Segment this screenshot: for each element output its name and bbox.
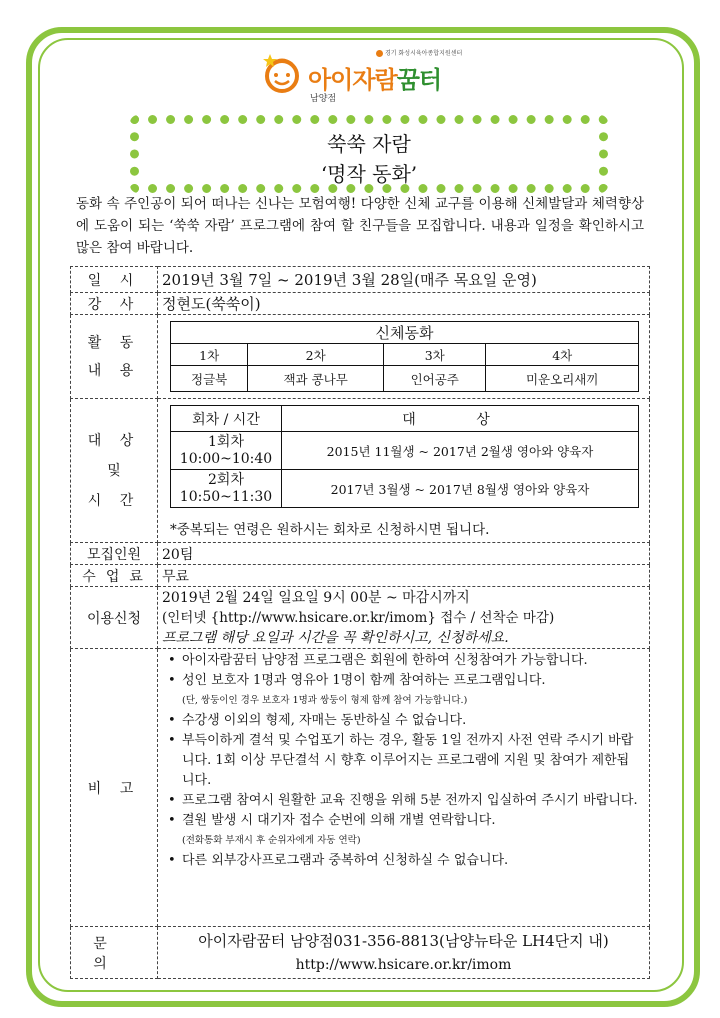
center-name: 경기 화성시육아종합지원센터: [376, 48, 462, 57]
remark-item: • 아이자람꿈터 남양점 프로그램은 회원에 한하여 신청참여가 가능합니다.: [162, 651, 641, 671]
intro-text: 동화 속 주인공이 되어 떠나는 신나는 모험여행! 다양한 신체 교구를 이용해 신체발달과 체력향상에 도움이 되는 ‘쑥쑥 자람’ 프로그램에 참여 할 친구들을 모집합니다. 내용과 일정을 확인하시고 많은 참여 바랍니다.: [76, 196, 644, 256]
round-3: 3차: [384, 344, 486, 366]
activity-table: [170, 321, 639, 392]
fee-label: 수 업 료: [71, 565, 158, 587]
date-value: 2019년 3월 7일 ~ 2019년 3월 28일(매주 목요일 운영): [158, 267, 650, 293]
round-2: 2차: [248, 344, 384, 366]
activity-cell: [158, 315, 650, 399]
instructor-value: 정현도(쑥쑥이): [158, 293, 650, 315]
target-label: 대 상 및 시 간: [71, 399, 158, 543]
session-1: 1회차 10:00~10:40: [171, 432, 282, 470]
session-1-target: 2015년 11월생 ~ 2017년 2월생 영아와 양육자: [282, 432, 639, 470]
remark-subnote: (단, 쌍둥이인 경우 보호자 1명과 쌍둥이 형제 함께 참여 가능합니다.): [182, 695, 468, 706]
contact-info: 아이자람꿈터 남양점031-356-8813(남양뉴타운 LH4단지 내): [198, 931, 609, 950]
apply-label: 이용신청: [71, 587, 158, 649]
child-face-icon: [262, 54, 302, 94]
info-table: [70, 266, 650, 979]
session-2-target: 2017년 3월생 ~ 2017년 8월생 영아와 양육자: [282, 470, 639, 508]
fee-value: 무료: [158, 565, 650, 587]
instructor-label: 강 사: [71, 293, 158, 315]
capacity-label: 모집인원: [71, 543, 158, 565]
contact-url[interactable]: http://www.hsicare.or.kr/imom: [295, 956, 512, 973]
remark-item: • 다른 외부강사프로그램과 중복하여 신청하실 수 없습니다.: [162, 851, 641, 871]
target-table: [170, 405, 639, 508]
duplicate-age-note: *중복되는 연령은 원하시는 회차로 신청하시면 됩니다.: [170, 522, 490, 538]
story-3: 인어공주: [384, 366, 486, 392]
apply-cell: [158, 587, 650, 649]
remark-item: • 부득이하게 결석 및 수업포기 하는 경우, 활동 1일 전까지 사전 연락 주시기 바랍니다. 1회 이상 무단결석 시 향후 이루어지는 프로그램에 지원 및 참여가 제한됩니다.: [162, 731, 641, 791]
apply-reminder: 프로그램 해당 요일과 시간을 꼭 확인하시고, 신청하세요.: [162, 629, 509, 646]
story-4: 미운오리새끼: [486, 366, 639, 392]
story-2: 잭과 콩나무: [248, 366, 384, 392]
remarks-label: 비 고: [71, 649, 158, 927]
remarks-cell: [158, 649, 650, 927]
contact-label: 문 의: [71, 927, 158, 979]
remark-item: • 성인 보호자 1명과 영유아 1명이 함께 참여하는 프로그램입니다.: [162, 671, 641, 691]
center-logo-icon: [376, 50, 383, 57]
date-label: 일 시: [71, 267, 158, 293]
capacity-value: 20팀: [158, 543, 650, 565]
activity-header: 신체동화: [171, 322, 639, 344]
title-box: [130, 115, 608, 193]
contact-cell: [158, 927, 650, 979]
round-1: 1차: [171, 344, 248, 366]
remark-item: • 결원 발생 시 대기자 접수 순번에 의해 개별 연락합니다.: [162, 811, 641, 831]
round-4: 4차: [486, 344, 639, 366]
target-cell: [158, 399, 650, 543]
apply-method: (인터넷 {http://www.hsicare.or.kr/imom} 접수 / 선착순 마감): [162, 609, 555, 626]
branch-name: 남양점: [310, 94, 337, 104]
remark-item: • 수강생 이외의 형제, 자매는 동반하실 수 없습니다.: [162, 711, 641, 731]
remark-item: • 프로그램 참여시 원활한 교육 진행을 위해 5분 전까지 입실하여 주시기 바랍니다.: [162, 791, 641, 811]
apply-period: 2019년 2월 24일 일요일 9시 00분 ~ 마감시까지: [162, 589, 470, 606]
session-time-header: 회차 / 시간: [171, 406, 282, 432]
story-1: 정글북: [171, 366, 248, 392]
session-2: 2회차 10:50~11:30: [171, 470, 282, 508]
remarks-list: [162, 651, 641, 871]
title-line-1: 쑥쑥 자람: [327, 132, 411, 156]
brand-name: 아이자람꿈터: [308, 66, 442, 94]
remark-subnote: (전화통화 부재시 후 순위자에게 자동 연락): [182, 835, 361, 846]
title-line-2: ‘명작 동화’: [320, 162, 418, 186]
target-header: 대 상: [282, 406, 639, 432]
logo: [256, 46, 466, 110]
activity-label: 활 동 내 용: [71, 315, 158, 399]
